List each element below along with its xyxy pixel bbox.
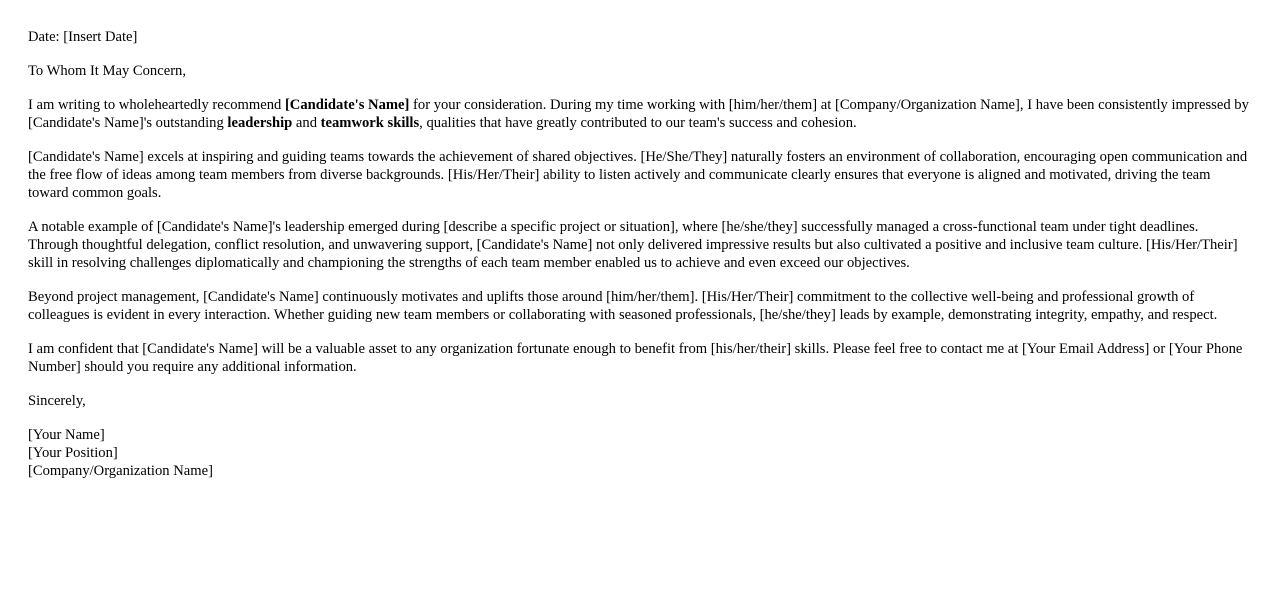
signature-company: [Company/Organization Name] xyxy=(28,463,213,479)
paragraph-confidence: I am confident that [Candidate's Name] will be a valuable asset to any organization fortunate enough to benefit from [his/her/their] skills. Please feel free to contact me at [Your Email Address] or [Your Phone Number] should you require any additional information. xyxy=(28,341,1243,375)
intro-text-c: for your consideration. During my time working with [him/her/them] at [Company/Organization Name], I have been consistently impressed by [Candidate's Name]'s outstanding xyxy=(28,97,1249,131)
intro-text-a: I am writing to wholeheartedly recommend xyxy=(28,97,285,113)
signature-name: [Your Name] xyxy=(28,427,105,443)
paragraph-introduction xyxy=(28,96,1250,132)
paragraph-beyond: Beyond project management, [Candidate's Name] continuously motivates and uplifts those around [him/her/them]. [His/Her/Their] commitment to the collective well-being and professional growth of colleagues is evident in every interaction. Whether guiding new team members or collaborating with seasoned professionals, [he/she/they] leads by example, demonstrating integrity, empathy, and respect. xyxy=(28,289,1218,323)
signature-block xyxy=(28,426,1250,480)
paragraph-example: A notable example of [Candidate's Name]'s leadership emerged during [describe a specific project or situation], where [he/she/they] successfully managed a cross-functional team under tight deadlines. Through thoughtful delegation, conflict resolution, and unwavering support, [Candidate's Name] not only delivered impressive results but also cultivated a positive and inclusive team culture. [His/Her/Their] skill in resolving challenges diplomatically and championing the strengths of each team member enabled us to achieve and even exceed our objectives. xyxy=(28,219,1238,271)
signature-position: [Your Position] xyxy=(28,445,118,461)
paragraph-leadership: [Candidate's Name] excels at inspiring and guiding teams towards the achievement of shared objectives. [He/She/They] naturally fosters an environment of collaboration, encouraging open communication and the free flow of ideas among team members from diverse backgrounds. [His/Her/Their] ability to listen actively and communicate clearly ensures that everyone is aligned and motivated, driving the team toward common goals. xyxy=(28,149,1248,201)
teamwork-skills-bold: teamwork skills xyxy=(320,115,420,131)
letter-date: Date: [Insert Date] xyxy=(28,29,138,45)
letter-closing: Sincerely, xyxy=(28,393,86,409)
intro-text-e: , qualities that have greatly contributed to our team's success and cohesion. xyxy=(419,115,857,131)
letter-salutation: To Whom It May Concern, xyxy=(28,63,186,79)
recommendation-letter xyxy=(28,28,1250,496)
candidate-name-bold: [Candidate's Name] xyxy=(284,97,410,113)
intro-text-d: and xyxy=(292,115,321,131)
leadership-bold: leadership xyxy=(227,115,293,131)
